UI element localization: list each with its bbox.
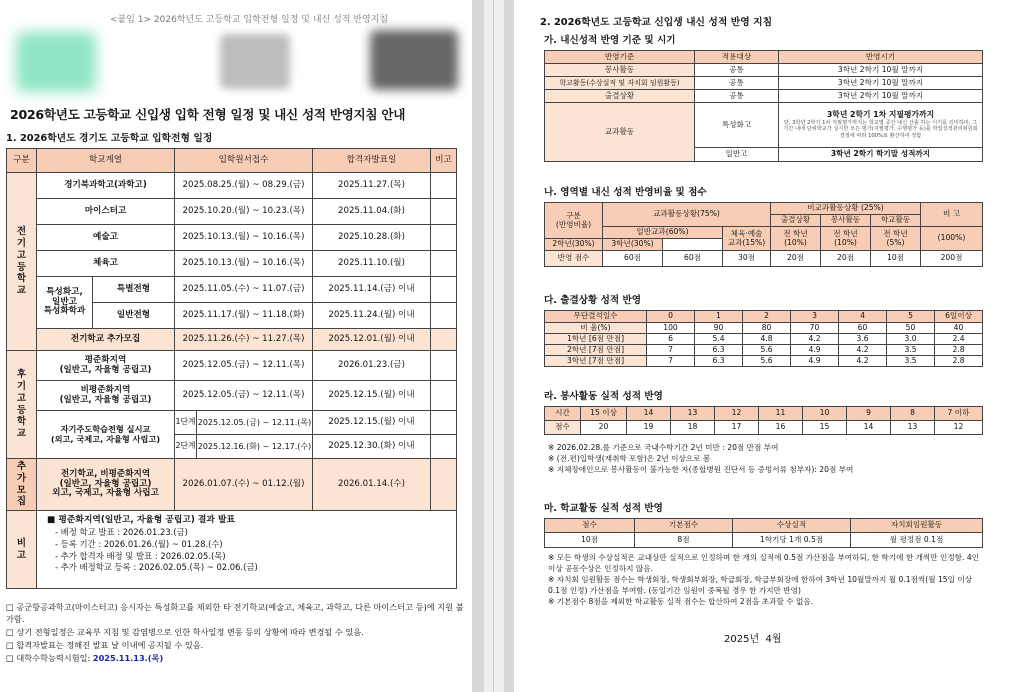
- table-cell: 2.8: [935, 356, 983, 367]
- document-date: 2025년 4월: [724, 634, 782, 645]
- stage-label: 1단계: [175, 411, 197, 435]
- category-note: 비 고: [7, 511, 37, 589]
- header-cell: 기본점수: [635, 519, 733, 533]
- header-cell: 11: [759, 407, 803, 421]
- note-header: 비 고: [921, 203, 983, 227]
- table-cell: 16: [759, 421, 803, 435]
- remark-cell: [431, 435, 457, 459]
- header-cell: 1: [695, 311, 743, 323]
- table-cell: 4.2: [839, 356, 887, 367]
- table-cell: 7: [647, 345, 695, 356]
- header-cell: 수상실적: [733, 519, 851, 533]
- page-gap: [484, 0, 504, 692]
- redacted-logo-block: [16, 32, 96, 92]
- note-line: ※ 모든 학생의 수상실적은 교내상만 실적으로 인정하며 한 개의 실적에 0.5점 가산점을 부여하되, 한 학기에 한 개씩만 인정함. 4인 이상 공동수상은 인정하지 않음.: [548, 553, 979, 573]
- application-period: 2025.12.16.(화) ~ 12.17.(수): [197, 435, 313, 459]
- table-cell: 3.5: [887, 356, 935, 367]
- header-cell: 4: [839, 311, 887, 323]
- application-period: 2025.12.05.(금) ~ 12.11.(목): [175, 381, 313, 411]
- subsection-b-heading: 나. 영역별 내신 성적 반영비율 및 점수: [544, 187, 707, 198]
- total-ratio: (100%): [921, 227, 983, 251]
- attendance-score-table: [544, 310, 983, 367]
- table-cell: 6.3: [695, 345, 743, 356]
- score-cell: 20점: [821, 251, 871, 267]
- announcement-date: 2025.12.15.(월) 이내: [313, 381, 431, 411]
- header-cell: 점수: [545, 519, 635, 533]
- remark-cell: [431, 173, 457, 199]
- target-cell: 공통: [695, 77, 779, 90]
- application-period: 2025.10.13.(월) ~ 10.16.(목): [175, 225, 313, 251]
- timing-cell: [779, 103, 983, 148]
- timing-main: 3학년 2학기 1차 지필평가까지: [826, 109, 935, 119]
- header-fragment: <붙임 1> 2026학년도 고등학교 입학전형 일정 및 내신 성적 반영지침: [110, 15, 389, 25]
- nonedu-activity-header: 비교과활동상황 (25%): [771, 203, 921, 215]
- row-label: 2학년 [7점 만점]: [545, 345, 647, 356]
- header-cell: 합격자발표일: [313, 149, 431, 173]
- table-cell: 4.9: [791, 345, 839, 356]
- announcement-date: 2025.11.10.(월): [313, 251, 431, 277]
- announcement-date: 2025.10.28.(화): [313, 225, 431, 251]
- table-cell: 4.2: [791, 334, 839, 345]
- application-period: 2025.10.13.(월) ~ 10.16.(목): [175, 251, 313, 277]
- header-cell: 5: [887, 311, 935, 323]
- announcement-date: 2025.11.14.(금) 이내: [313, 277, 431, 303]
- category-early: 전 기 고 등 학 교: [7, 173, 37, 351]
- remark-cell: [431, 459, 457, 511]
- remark-cell: [431, 199, 457, 225]
- redacted-image-block: [220, 34, 290, 89]
- table-cell: 4.2: [839, 345, 887, 356]
- school-type: 경기북과학고(과학고): [37, 173, 175, 199]
- category-late: 후 기 고 등 학 교: [7, 351, 37, 459]
- school-type: 특성화고, 일반고 특성화학과: [37, 277, 93, 329]
- header-cell: 적용대상: [695, 51, 779, 64]
- target-cell: 공통: [695, 64, 779, 77]
- application-period: 2025.12.05.(금) ~ 12.11.(목): [175, 351, 313, 381]
- header-cell: 14: [627, 407, 671, 421]
- application-period: 2025.08.25.(월) ~ 08.29.(금): [175, 173, 313, 199]
- application-period: 2025.11.05.(수) ~ 11.07.(금): [175, 277, 313, 303]
- criteria-cell: 출결상황: [545, 90, 695, 103]
- row-label: 비 율(%): [545, 323, 647, 334]
- criteria-cell: 교과활동: [545, 103, 695, 162]
- note-line: - 추가 합격자 배정 및 발표 : 2026.02.05.(목): [55, 550, 226, 561]
- category-additional: 추 가 모 집: [7, 459, 37, 511]
- remark-cell: [431, 225, 457, 251]
- announcement-date: 2025.12.01.(월) 이내: [313, 329, 431, 351]
- note-line: ※ 기본점수 8점을 제외한 학교활동 실적 점수는 합산하여 2점을 초과할 수 없음.: [548, 597, 814, 606]
- table-cell: 10점: [545, 533, 635, 548]
- criteria-timing-table: [544, 50, 983, 162]
- document-title: 2026학년도 고등학교 신입생 입학 전형 일정 및 내신 성적 반영지침 안내: [10, 107, 406, 122]
- table-cell: 2.8: [935, 345, 983, 356]
- school-type: 자기주도학습전형 실시교 (외고, 국제고, 자율형 사립고): [37, 411, 175, 459]
- table-cell: 80: [743, 323, 791, 334]
- page-divider-line: [493, 0, 494, 692]
- timing-cell: 3학년 2학기 10월 말까지: [779, 90, 983, 103]
- reflection-ratio-table: [544, 202, 983, 267]
- note-line: - 배정 학교 발표 : 2026.01.23.(금): [55, 527, 188, 538]
- score-cell: 20점: [771, 251, 821, 267]
- header-cell: 13: [671, 407, 715, 421]
- admission-track: 특별전형: [93, 277, 175, 303]
- note-line: - 추가 배정학교 등록 : 2026.02.05.(목) ~ 02.06.(금): [55, 562, 258, 573]
- school-type: 전기학교 추가모집: [37, 329, 175, 351]
- school-activity-ratio: 전 학년 (5%): [871, 227, 921, 251]
- table-cell: 4.8: [743, 334, 791, 345]
- attendance-ratio: 전 학년 (10%): [771, 227, 821, 251]
- header-cell: 학교계열: [37, 149, 175, 173]
- redacted-image-block: [370, 30, 458, 90]
- arts-header: 체육·예술 교과(15%): [723, 227, 771, 251]
- target-cell: 특성화고: [695, 103, 779, 148]
- attendance-header: 출결상황: [771, 215, 821, 227]
- remark-cell: [431, 411, 457, 435]
- header-cell: 비고: [431, 149, 457, 173]
- footnote-bullet: □ 상기 전형일정은 교육부 지침 및 감염병으로 인한 학사일정 변동 등의 상황에 따라 변경될 수 있음.: [6, 626, 364, 637]
- table-cell: 5.6: [743, 345, 791, 356]
- table-cell: 13: [891, 421, 935, 435]
- table-cell: 8점: [635, 533, 733, 548]
- remark-cell: [431, 329, 457, 351]
- application-period: 2025.11.26.(수) ~ 11.27.(목): [175, 329, 313, 351]
- table-cell: 3.0: [887, 334, 935, 345]
- table-cell: 15: [803, 421, 847, 435]
- year-2-header: 2학년(30%): [545, 239, 603, 251]
- header-cell: 입학원서접수: [175, 149, 313, 173]
- score-cell: 60점: [663, 251, 723, 267]
- footnote-bullet: □ 합격자발표는 정해진 발표 날 이내에 공지될 수 있음.: [6, 639, 204, 650]
- note-cell: [37, 511, 457, 589]
- target-cell: 공통: [695, 90, 779, 103]
- year-3-header: 3학년(30%): [603, 239, 663, 251]
- school-type: 평준화지역 (일반고, 자율형 공립고): [37, 351, 175, 381]
- announcement-date: 2025.12.30.(화) 이내: [313, 435, 431, 459]
- header-cell: 반영기준: [545, 51, 695, 64]
- timing-cell: 3학년 2학기 10월 말까지: [779, 77, 983, 90]
- school-activity-header: 학교활동: [871, 215, 921, 227]
- note-title: ■ 평준화지역(일반고, 자율형 공립고) 결과 발표: [47, 515, 235, 525]
- table-cell: 20: [581, 421, 627, 435]
- section-2-heading: 2. 2026학년도 고등학교 신입생 내신 성적 반영 지침: [540, 17, 773, 28]
- note-line: ※ 지체장애인으로 봉사활동이 불가능한 자(종합병원 진단서 등 증빙서류 첨부자): 20점 부여: [548, 465, 854, 474]
- header-cell: 2: [743, 311, 791, 323]
- edu-activity-header: 교과활동상황(75%): [603, 203, 771, 227]
- announcement-date: 2025.11.24.(월) 이내: [313, 303, 431, 329]
- volunteer-header: 봉사활동: [821, 215, 871, 227]
- application-period: 2026.01.07.(수) ~ 01.12.(월): [175, 459, 313, 511]
- criteria-cell: 학교활동(수상실적 및 자치회 임원활동): [545, 77, 695, 90]
- volunteer-ratio: 전 학년 (10%): [821, 227, 871, 251]
- header-cell: 무단결석일수: [545, 311, 647, 323]
- row-label: 점수: [545, 421, 581, 435]
- volunteer-score-table: [544, 406, 983, 435]
- volunteer-notes: [548, 442, 980, 475]
- header-cell: 3: [791, 311, 839, 323]
- timing-cell: 3학년 2학기 학기말 성적까지: [779, 148, 983, 162]
- remark-cell: [431, 303, 457, 329]
- table-cell: 1학기당 1개 0.5점: [733, 533, 851, 548]
- timing-detail: 단, 3학년 2학기 1차 지필평가까지는 학교별 중간 내신 산출 하는 시기를 의미하며, 그 기간 내에 단위학교가 실시한 모든 평가(지필평가, 수행평가 등)를 학업성적관리위원회 결정에 따라 100%로 환산하여 정함: [783, 119, 978, 139]
- remark-cell: [431, 277, 457, 303]
- school-type: 체육고: [37, 251, 175, 277]
- header-cell: 15 이상: [581, 407, 627, 421]
- page1-footnotes: [6, 602, 468, 665]
- admission-schedule-table: [6, 148, 457, 589]
- target-cell: 일반고: [695, 148, 779, 162]
- header-cell: 8: [891, 407, 935, 421]
- table-cell: 6.3: [695, 356, 743, 367]
- table-cell: 3.5: [887, 345, 935, 356]
- subsection-e-heading: 마. 학교활동 실적 성적 반영: [544, 503, 663, 514]
- school-type: 예술고: [37, 225, 175, 251]
- table-cell: 14: [847, 421, 891, 435]
- header-cell: 7 이하: [935, 407, 983, 421]
- footnote-bullet: □ 공군항공과학고(마이스터고) 응시자는 특성화고를 제외한 타 전기학교(예술고, 체육고, 과학고, 다른 마이스터고 등)에 지원 불가함.: [6, 602, 464, 624]
- note-line: ※ (전.편)입학생(재취학 포함)은 2년 이상으로 봄: [548, 454, 711, 463]
- application-period: 2025.10.20.(월) ~ 10.23.(목): [175, 199, 313, 225]
- remark-cell: [431, 251, 457, 277]
- application-period: 2025.12.05.(금) ~ 12.11.(목): [197, 411, 313, 435]
- school-type: 마이스터고: [37, 199, 175, 225]
- header-cell: 0: [647, 311, 695, 323]
- header-cell: 12: [715, 407, 759, 421]
- table-cell: 월 평정점 0.1점: [851, 533, 983, 548]
- school-activity-notes: [548, 552, 982, 607]
- score-cell: 200점: [921, 251, 983, 267]
- row-label: 1학년 [6점 만점]: [545, 334, 647, 345]
- note-line: - 등록 기간 : 2026.01.26.(월) ~ 01.28.(수): [55, 538, 223, 549]
- table-cell: 4.9: [791, 356, 839, 367]
- timing-cell: 3학년 2학기 10월 말까지: [779, 64, 983, 77]
- score-row-label: 반영 점수: [545, 251, 603, 267]
- admission-track: 일반전형: [93, 303, 175, 329]
- category-header: 구분 (반영비율): [545, 203, 603, 239]
- header-cell: 구분: [7, 149, 37, 173]
- remark-cell: [431, 381, 457, 411]
- table-cell: 12: [935, 421, 983, 435]
- suneung-date: 2025.11.13.(목): [92, 652, 164, 663]
- table-cell: 2.4: [935, 334, 983, 345]
- announcement-date: 2025.12.15.(월) 이내: [313, 411, 431, 435]
- subsection-a-heading: 가. 내신성적 반영 기준 및 시기: [544, 35, 676, 46]
- announcement-date: 2025.11.27.(목): [313, 173, 431, 199]
- note-line: ※ 2026.02.28.를 기준으로 국내수학기간 2년 미만 : 20점 만점 부여: [548, 443, 779, 452]
- suneung-line: [6, 653, 468, 665]
- stage-label: 2단계: [175, 435, 197, 459]
- application-period: 2025.11.17.(월) ~ 11.18.(화): [175, 303, 313, 329]
- table-cell: 18: [671, 421, 715, 435]
- criteria-cell: 봉사활동: [545, 64, 695, 77]
- table-cell: 6: [647, 334, 695, 345]
- table-cell: 50: [887, 323, 935, 334]
- remark-cell: [431, 351, 457, 381]
- section-1-heading: 1. 2026학년도 경기도 고등학교 입학전형 일정: [6, 133, 213, 144]
- school-activity-score-table: [544, 518, 983, 548]
- left-document-page: [0, 0, 472, 692]
- score-cell: 30점: [723, 251, 771, 267]
- table-cell: 90: [695, 323, 743, 334]
- header-cell: 반영시기: [779, 51, 983, 64]
- subsection-d-heading: 라. 봉사활동 실적 성적 반영: [544, 391, 663, 402]
- row-label: 3학년 [7점 만점]: [545, 356, 647, 367]
- announcement-date: 2026.01.23.(금): [313, 351, 431, 381]
- announcement-date: 2025.11.04.(화): [313, 199, 431, 225]
- table-cell: 100: [647, 323, 695, 334]
- header-cell: 9: [847, 407, 891, 421]
- header-cell: 시간: [545, 407, 581, 421]
- school-type: 전기학교, 비평준화지역 (일반고, 자율형 공립고) 외고, 국제고, 자율형 사립고: [37, 459, 175, 511]
- suneung-label: □ 대학수학능력시험일:: [6, 652, 93, 663]
- table-cell: 60: [839, 323, 887, 334]
- table-cell: 3.6: [839, 334, 887, 345]
- note-line: ※ 자치회 임원활동 점수는 학생회장, 학생회부회장, 학급회장, 학급부회장에 한하여 3학년 10월말까지 월 0.1점씩(월 15일 이상 0.1점 인정) 가산점을 부여함. (동일기간 임원이 중복될 경우 한 가지만 반영): [548, 575, 973, 595]
- score-cell: 10점: [871, 251, 921, 267]
- announcement-date: 2026.01.14.(수): [313, 459, 431, 511]
- table-cell: 17: [715, 421, 759, 435]
- header-cell: 10: [803, 407, 847, 421]
- subsection-c-heading: 다. 출결상황 성적 반영: [544, 295, 642, 306]
- table-cell: 7: [647, 356, 695, 367]
- table-cell: 70: [791, 323, 839, 334]
- table-cell: 5.6: [743, 356, 791, 367]
- school-type: 비평준화지역 (일반고, 자율형 공립고): [37, 381, 175, 411]
- table-cell: 40: [935, 323, 983, 334]
- table-cell: 5.4: [695, 334, 743, 345]
- right-document-page: [514, 0, 1010, 692]
- header-cell: 자치회임원활동: [851, 519, 983, 533]
- score-cell: 60점: [603, 251, 663, 267]
- table-cell: 19: [627, 421, 671, 435]
- general-subject-header: 일반교과(60%): [603, 227, 723, 239]
- header-cell: 6일이상: [935, 311, 983, 323]
